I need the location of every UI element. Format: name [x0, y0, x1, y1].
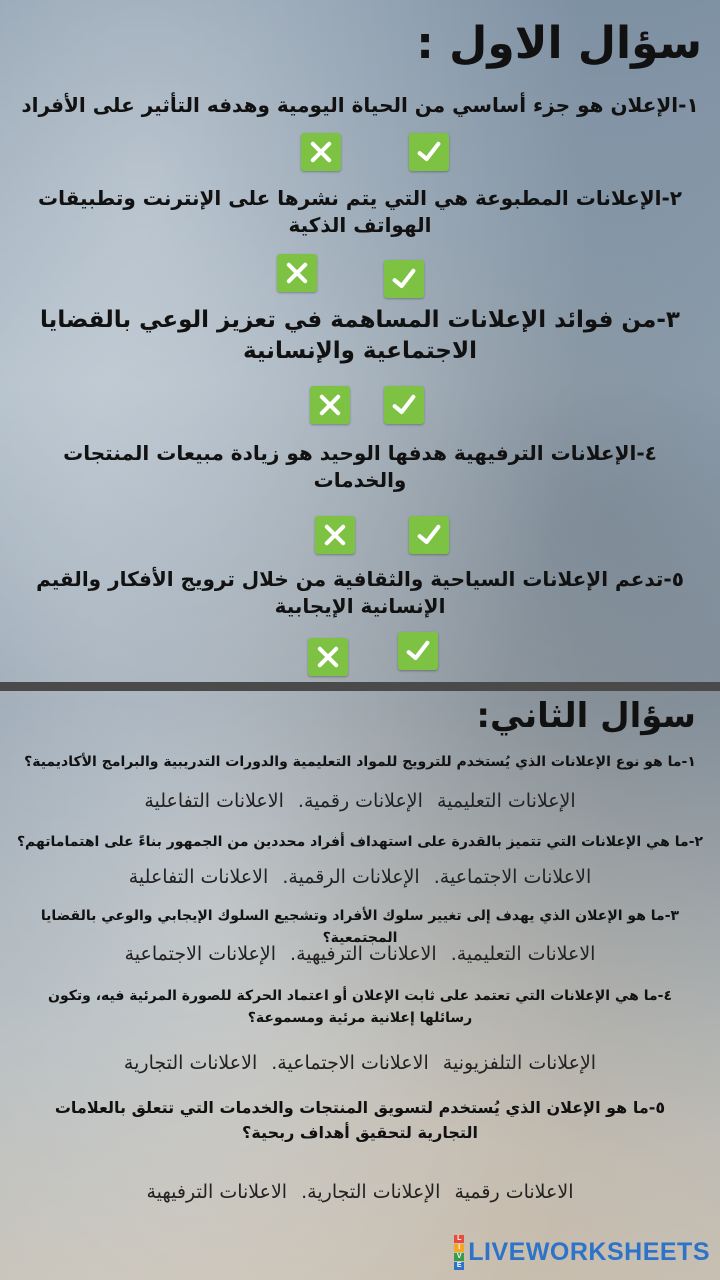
mc-question-1: ١-ما هو نوع الإعلانات الذي يُستخدم للترويج للمواد التعليمية والدورات التدريبية والبرامج الأكاديمية؟ — [24, 754, 696, 770]
mc-option[interactable]: الإعلانات رقمية. — [297, 790, 423, 812]
mc-question-5: ٥-ما هو الإعلان الذي يُستخدم لتسويق المنتجات والخدمات التي تتعلق بالعلامات التجارية لتحقيق أهداف ربحية؟ — [54, 1098, 666, 1142]
mc-option[interactable]: الاعلانات الترفيهية. — [290, 943, 437, 965]
section-divider — [0, 682, 720, 691]
tf-question-4: ٤-الإعلانات الترفيهية هدفها الوحيد هو زيادة مبيعات المنتجات والخدمات — [63, 441, 657, 492]
logo-text: LIVEWORKSHEETS — [468, 1238, 710, 1266]
check-icon — [390, 265, 418, 293]
mc-question-2: ٢-ما هي الإعلانات التي تتميز بالقدرة على استهداف أفراد محددين من الجمهور بناءً على اهتماماتهم؟ — [16, 834, 704, 850]
tf-question-5: ٥-تدعم الإعلانات السياحية والثقافية من خلال ترويج الأفكار والقيم الإنسانية الإيجابية — [36, 567, 684, 618]
mc-option[interactable]: الاعلانات التعليمية. — [450, 943, 596, 965]
false-button-4[interactable] — [315, 516, 355, 554]
check-icon — [415, 521, 443, 549]
mc-option[interactable]: الاعلانات التفاعلية — [128, 866, 269, 888]
logo-badge-icon: L I V E — [454, 1235, 464, 1270]
mc-options-1 — [20, 790, 700, 812]
tf-question-3: ٣-من فوائد الإعلانات المساهمة في تعزيز الوعي بالقضايا الاجتماعية والإنسانية — [40, 307, 680, 365]
tf-question-2: ٢-الإعلانات المطبوعة هي التي يتم نشرها على الإنترنت وتطبيقات الهواتف الذكية — [38, 186, 682, 237]
true-button-4[interactable] — [409, 516, 449, 554]
section2-title: سؤال الثاني: — [476, 696, 696, 736]
cross-icon — [321, 521, 349, 549]
mc-option[interactable]: الإعلانات التجارية. — [301, 1181, 441, 1203]
cross-icon — [314, 643, 342, 671]
liveworksheets-logo — [454, 1235, 710, 1270]
mc-options-4 — [20, 1052, 700, 1074]
mc-options-2 — [20, 866, 700, 888]
cross-icon — [307, 138, 335, 166]
false-button-1[interactable] — [301, 133, 341, 171]
mc-option[interactable]: الاعلانات التجارية — [123, 1052, 258, 1074]
mc-options-5 — [20, 1181, 700, 1203]
mc-option[interactable]: الإعلانات التلفزيونية — [442, 1052, 597, 1074]
false-button-5[interactable] — [308, 638, 348, 676]
mc-option[interactable]: الاعلانات رقمية — [454, 1181, 574, 1203]
mc-option[interactable]: الإعلانات الرقمية. — [282, 866, 420, 888]
true-button-1[interactable] — [409, 133, 449, 171]
check-icon — [404, 637, 432, 665]
true-button-5[interactable] — [398, 632, 438, 670]
cross-icon — [316, 391, 344, 419]
check-icon — [415, 138, 443, 166]
mc-options-3 — [20, 943, 700, 965]
section1-title: سؤال الاول : — [416, 18, 702, 69]
mc-option[interactable]: الإعلانات التعليمية — [436, 790, 576, 812]
mc-option[interactable]: الاعلانات الاجتماعية. — [433, 866, 592, 888]
mc-question-3: ٣-ما هو الإعلان الذي يهدف إلى تغيير سلوك الأفراد وتشجيع السلوك الإيجابي والوعي بالقضايا المجتمعية؟ — [40, 908, 680, 946]
mc-option[interactable]: الاعلانات الترفيهية — [146, 1181, 288, 1203]
true-button-3[interactable] — [384, 386, 424, 424]
mc-option[interactable]: الاعلانات التفاعلية — [144, 790, 284, 812]
false-button-3[interactable] — [310, 386, 350, 424]
mc-option[interactable]: الإعلانات الاجتماعية — [124, 943, 276, 965]
mc-option[interactable]: الاعلانات الاجتماعية. — [271, 1052, 429, 1074]
false-button-2[interactable] — [277, 254, 317, 292]
tf-question-1: ١-الإعلان هو جزء أساسي من الحياة اليومية وهدفه التأثير على الأفراد — [21, 93, 699, 117]
true-button-2[interactable] — [384, 260, 424, 298]
cross-icon — [283, 259, 311, 287]
check-icon — [390, 391, 418, 419]
mc-question-4: ٤-ما هي الإعلانات التي تعتمد على ثابت الإعلان أو اعتماد الحركة للصورة المرئية فيه، وتكون رسائلها إعلانية مرئية ومسموعة؟ — [48, 988, 672, 1026]
